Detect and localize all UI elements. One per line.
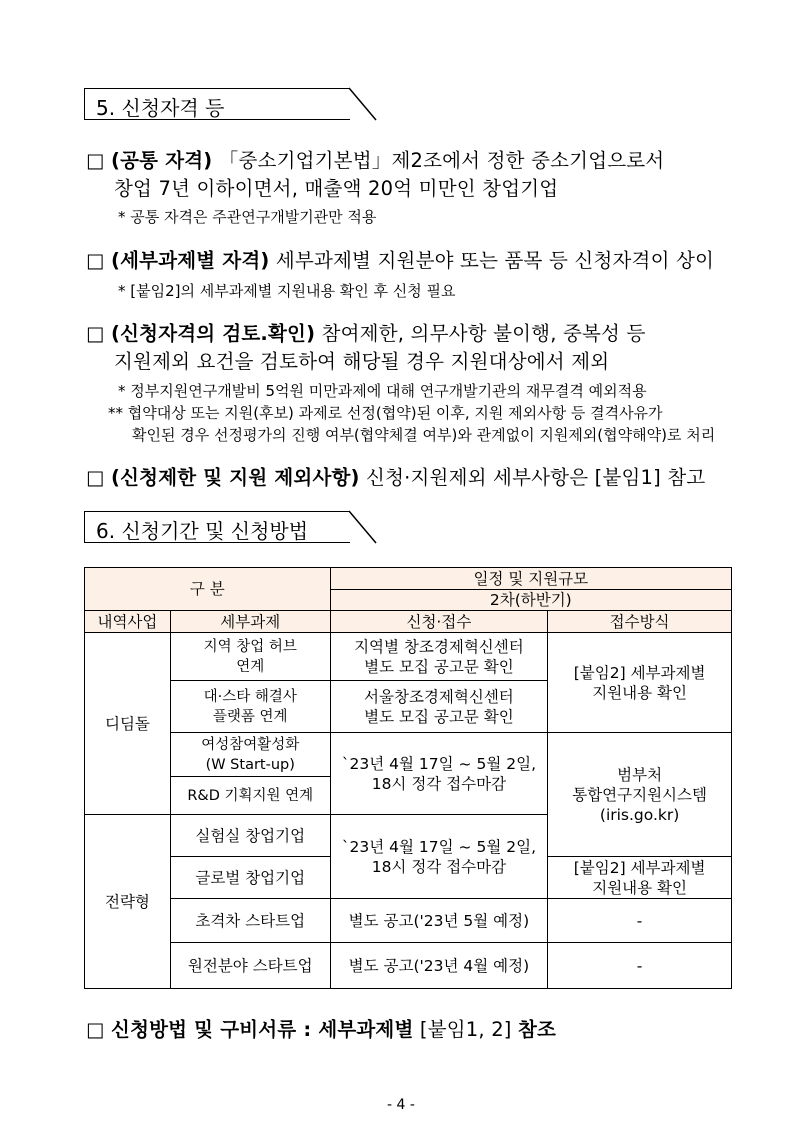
item-lead: (신청제한 및 지원 제외사항) bbox=[111, 466, 360, 489]
header-method: 접수방식 bbox=[548, 611, 732, 633]
task-cell: 실험실 창업기업 bbox=[170, 815, 330, 857]
schedule-table bbox=[84, 567, 732, 989]
item-common-eligibility bbox=[86, 145, 664, 173]
item-text: 신청·지원제외 세부사항은 [붙임1] 참고 bbox=[359, 466, 706, 489]
group-didimdol: 디딤돌 bbox=[85, 633, 171, 815]
apply-cell: 별도 공고('23년 5월 예정) bbox=[330, 899, 548, 943]
page-number: - 4 - bbox=[387, 1097, 415, 1113]
note-4: ** 협약대상 또는 지원(후보) 과제로 선정(협약)된 이후, 지원 제외사항 등 결격사유가 bbox=[108, 404, 663, 422]
method-cell: [붙임2] 세부과제별 지원내용 확인 bbox=[548, 633, 732, 733]
header-biz: 내역사업 bbox=[85, 611, 171, 633]
task-cell: R&D 기획지원 연계 bbox=[170, 777, 330, 815]
note-1: * 공통 자격은 주관연구개발기관만 적용 bbox=[118, 208, 377, 226]
item-text-line2: 창업 7년 이하이면서, 매출액 20억 미만인 창업기업 bbox=[114, 177, 559, 200]
apply-cell: 서울창조경제혁신센터 별도 모집 공고문 확인 bbox=[330, 681, 548, 733]
checkbox-bullet-icon: □ bbox=[86, 1018, 105, 1041]
note-4-line2: 확인된 경우 선정평가의 진행 여부(협약체결 여부)와 관계없이 지원제외(협약해약)로 처리 bbox=[132, 426, 716, 444]
header-gubun: 구 분 bbox=[85, 568, 331, 611]
item-text: 「중소기업기본법」제2조에서 정한 중소기업으로서 bbox=[212, 149, 665, 172]
task-cell: 글로벌 창업기업 bbox=[170, 857, 330, 899]
item-text: 세부과제별 지원분야 또는 품목 등 신청자격이 상이 bbox=[269, 249, 715, 272]
checkbox-bullet-icon: □ bbox=[86, 249, 105, 272]
note-2: * [붙임2]의 세부과제별 지원내용 확인 후 신청 필요 bbox=[118, 282, 456, 300]
item-task-eligibility bbox=[86, 245, 714, 273]
header-round: 2차(하반기) bbox=[330, 590, 731, 611]
method-cell: 범부처 통합연구지원시스템 (iris.go.kr) bbox=[548, 733, 732, 857]
task-cell: 지역 창업 허브 연계 bbox=[170, 633, 330, 681]
method-cell: [붙임2] 세부과제별 지원내용 확인 bbox=[548, 857, 732, 899]
tab-slant bbox=[348, 510, 378, 544]
task-cell: 초격차 스타트업 bbox=[170, 899, 330, 943]
tab-slant bbox=[348, 87, 378, 121]
item-application-method bbox=[86, 1014, 556, 1042]
item-tail: 참조 bbox=[518, 1018, 557, 1041]
item-lead: (세부과제별 자격) bbox=[111, 249, 270, 272]
apply-cell: 지역별 창조경제혁신센터 별도 모집 공고문 확인 bbox=[330, 633, 548, 681]
item-ref: [붙임1, 2] bbox=[413, 1018, 519, 1041]
apply-cell: 별도 공고('23년 4월 예정) bbox=[330, 943, 548, 989]
apply-cell: `23년 4월 17일 ~ 5월 2일, 18시 정각 접수마감 bbox=[330, 733, 548, 815]
item-text: 참여제한, 의무사항 불이행, 중복성 등 bbox=[315, 322, 646, 345]
checkbox-bullet-icon: □ bbox=[86, 149, 105, 172]
item-lead: 신청방법 및 구비서류 : 세부과제별 bbox=[111, 1018, 414, 1041]
checkbox-bullet-icon: □ bbox=[86, 322, 105, 345]
item-lead: (공통 자격) bbox=[111, 149, 213, 172]
section6-title: 6. 신청기간 및 신청방법 bbox=[96, 519, 309, 543]
note-3: * 정부지원연구개발비 5억원 미만과제에 대해 연구개발기관의 재무결격 예외적용 bbox=[118, 382, 647, 400]
item-restrictions bbox=[86, 462, 705, 490]
header-apply: 신청·접수 bbox=[330, 611, 548, 633]
header-schedule: 일정 및 지원규모 bbox=[330, 568, 731, 590]
header-task: 세부과제 bbox=[170, 611, 330, 633]
task-cell: 여성참여활성화 (W Start-up) bbox=[170, 733, 330, 777]
item-eligibility-review bbox=[86, 318, 646, 346]
section5-title: 5. 신청자격 등 bbox=[96, 96, 225, 120]
method-cell: - bbox=[548, 943, 732, 989]
group-strategic: 전략형 bbox=[85, 815, 171, 989]
task-cell: 대·스타 해결사 플랫폼 연계 bbox=[170, 681, 330, 733]
item-lead: (신청자격의 검토.확인) bbox=[111, 322, 316, 345]
method-cell: - bbox=[548, 899, 732, 943]
apply-cell: `23년 4월 17일 ~ 5월 2일, 18시 정각 접수마감 bbox=[330, 815, 548, 899]
checkbox-bullet-icon: □ bbox=[86, 466, 105, 489]
task-cell: 원전분야 스타트업 bbox=[170, 943, 330, 989]
item-text-line2: 지원제외 요건을 검토하여 해당될 경우 지원대상에서 제외 bbox=[114, 350, 610, 373]
